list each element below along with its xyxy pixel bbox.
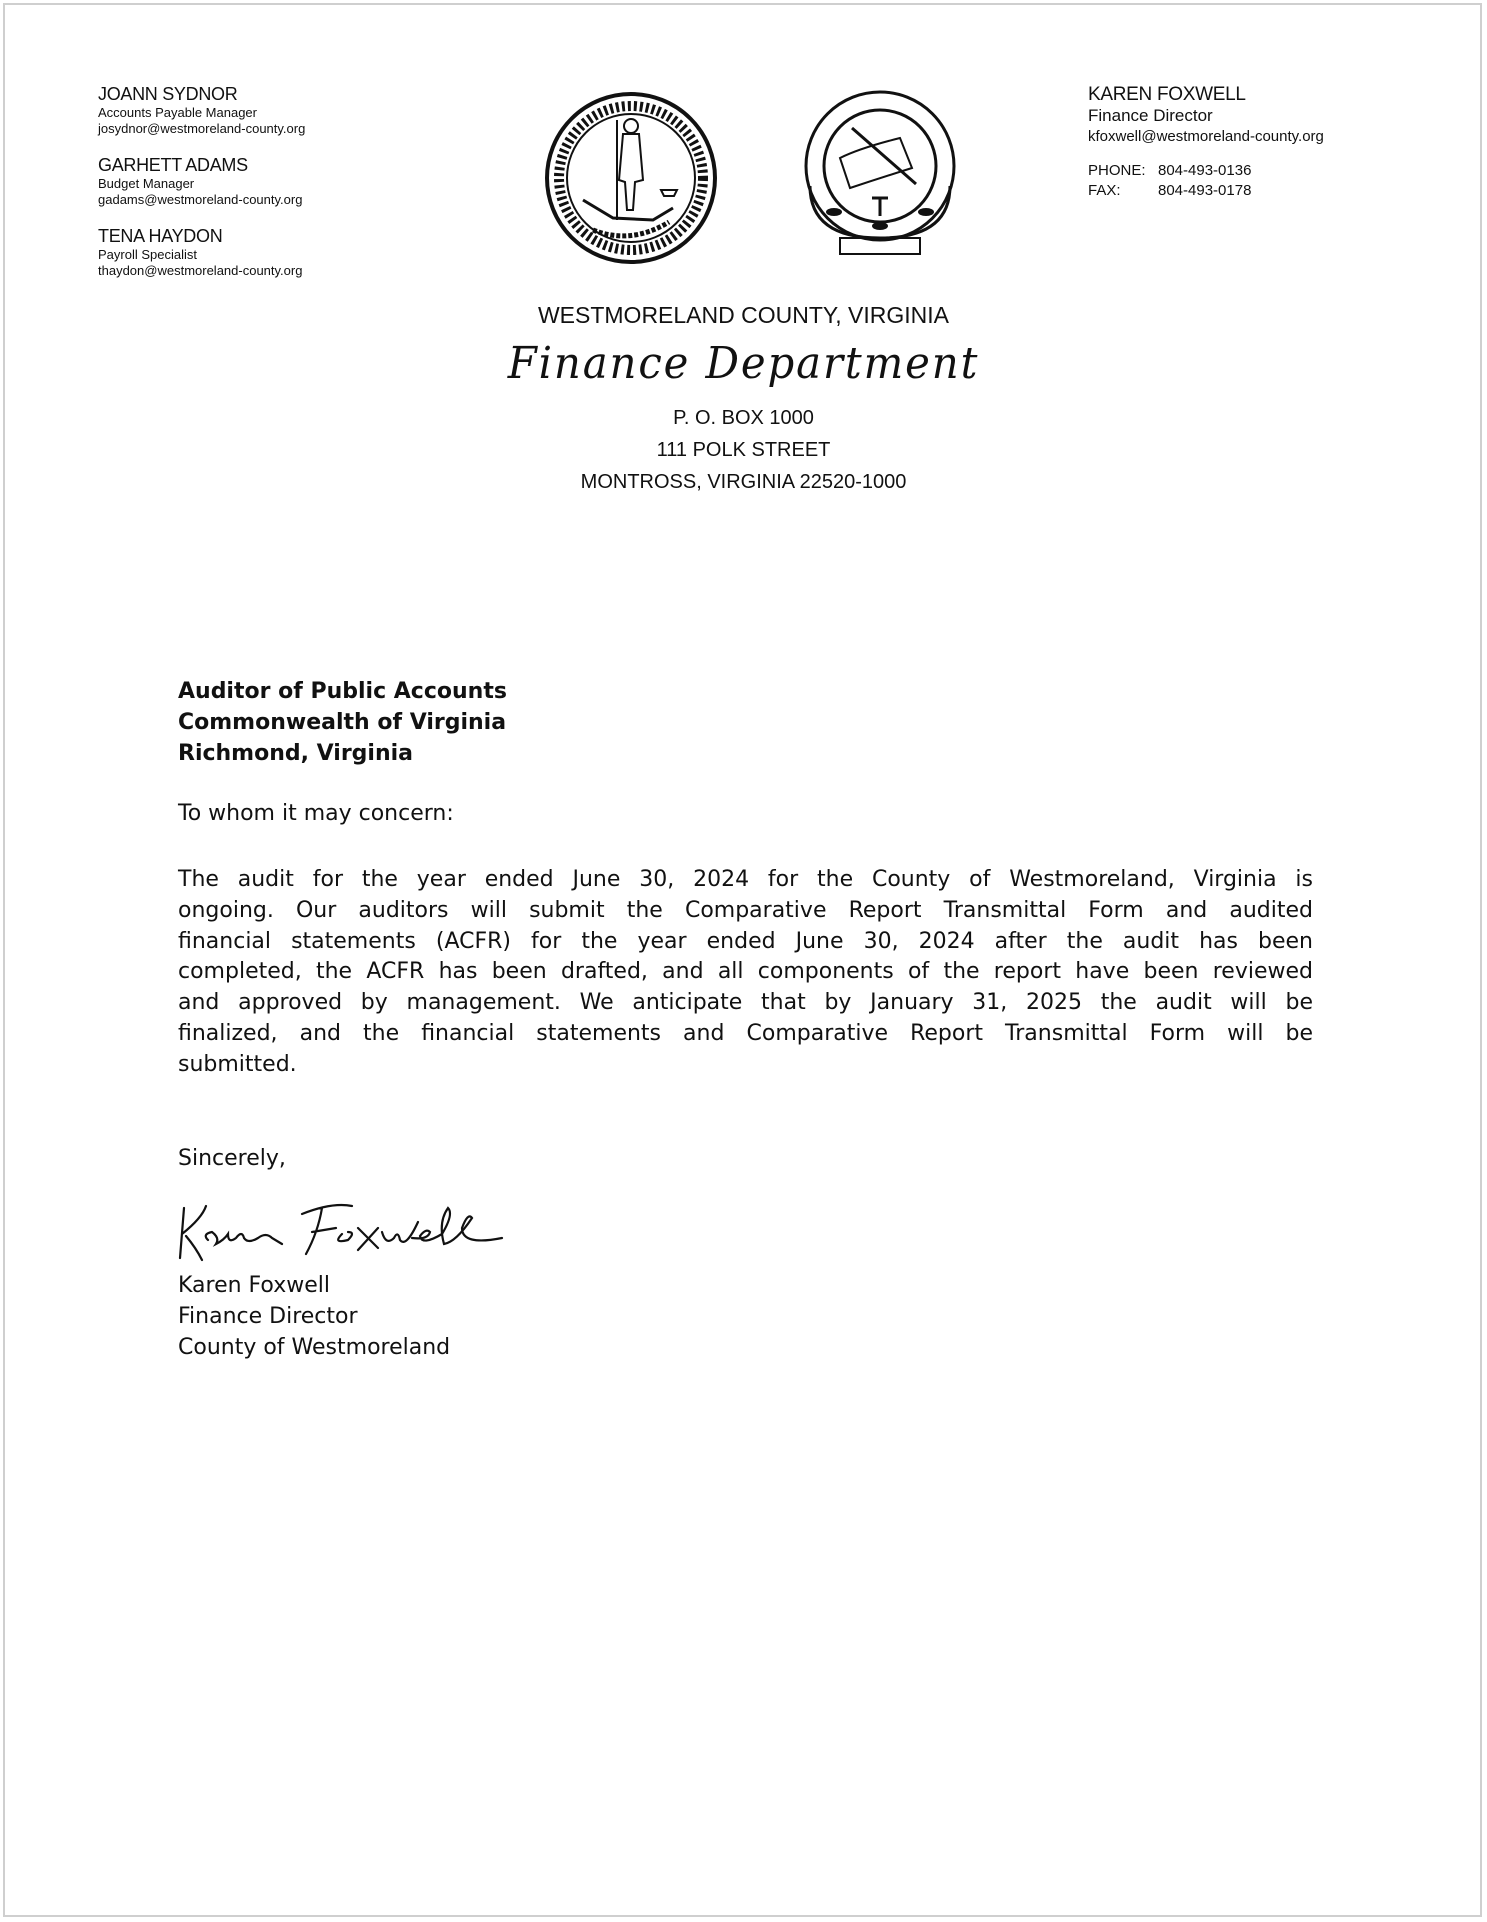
- address-line: P. O. BOX 1000: [673, 407, 814, 429]
- handwritten-signature: [172, 1188, 512, 1268]
- director-name: KAREN FOXWELL: [1088, 84, 1246, 105]
- fax-number: 804-493-0178: [1158, 182, 1252, 199]
- department-name: Finance Department: [507, 338, 980, 389]
- staff-title: Payroll Specialist: [98, 247, 197, 262]
- signer-title: Finance Director: [178, 1304, 358, 1329]
- paragraph-line: and approved by management. We anticipate that by January 31, 2025 the audit will be: [178, 990, 1313, 1016]
- paragraph-line: finalized, and the financial statements and Comparative Report Transmittal Form will be: [178, 1020, 1313, 1046]
- staff-name: JOANN SYDNOR: [98, 84, 238, 104]
- paragraph-line: The audit for the year ended June 30, 2024 for the County of Westmoreland, Virginia is: [178, 867, 1313, 892]
- staff-list: [98, 84, 305, 297]
- recipient-line: Commonwealth of Virginia: [178, 710, 507, 735]
- staff-title: Budget Manager: [98, 176, 195, 191]
- signer-organization: County of Westmoreland: [178, 1335, 451, 1360]
- recipient-line: Auditor of Public Accounts: [178, 679, 507, 704]
- paragraph-line: submitted.: [178, 1051, 297, 1077]
- address-block: [0, 402, 1487, 498]
- phone-number: 804-493-0136: [1158, 162, 1252, 179]
- greeting: To whom it may concern:: [178, 801, 454, 826]
- staff-email: thaydon@westmoreland-county.org: [98, 263, 303, 278]
- signer-block: [178, 1270, 1313, 1363]
- paragraph-line: ongoing. Our auditors will submit the Comparative Report Transmittal Form and audited: [178, 897, 1313, 923]
- fax-label: FAX:: [1088, 182, 1121, 199]
- finance-director-block: [1088, 84, 1324, 201]
- closing: Sincerely,: [178, 1146, 286, 1171]
- staff-name: TENA HAYDON: [98, 226, 223, 246]
- county-name: WESTMORELAND COUNTY, VIRGINIA: [537, 302, 950, 328]
- phone-label: PHONE:: [1088, 162, 1146, 179]
- staff-email: gadams@westmoreland-county.org: [98, 192, 303, 207]
- staff-email: josydnor@westmoreland-county.org: [98, 121, 306, 136]
- address-line: 111 POLK STREET: [656, 439, 831, 461]
- virginia-seal-icon: [543, 90, 719, 266]
- paragraph-line: completed, the ACFR has been drafted, and all components of the report have been reviewed: [178, 959, 1313, 985]
- staff-member: [98, 155, 305, 208]
- staff-title: Accounts Payable Manager: [98, 105, 257, 120]
- staff-member: [98, 226, 305, 279]
- address-line: MONTROSS, VIRGINIA 22520-1000: [580, 471, 907, 493]
- director-email: kfoxwell@westmoreland-county.org: [1088, 128, 1324, 145]
- signer-name: Karen Foxwell: [178, 1273, 330, 1298]
- recipient-block: [178, 676, 1313, 769]
- recipient-line: Richmond, Virginia: [178, 741, 414, 766]
- letter-paragraph: [178, 865, 1313, 1081]
- paragraph-line: financial statements (ACFR) for the year ended June 30, 2024 after the audit has been: [178, 928, 1313, 954]
- staff-name: GARHETT ADAMS: [98, 155, 248, 175]
- staff-member: [98, 84, 305, 137]
- westmoreland-seal-icon: [800, 88, 960, 264]
- director-title: Finance Director: [1088, 106, 1213, 125]
